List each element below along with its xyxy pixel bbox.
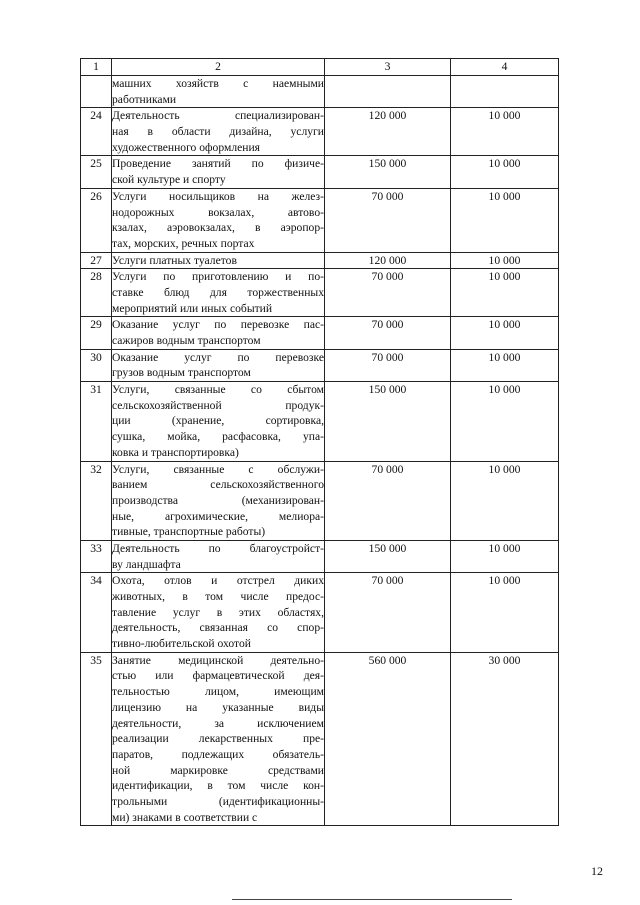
- value-col-4: 10 000: [451, 461, 559, 540]
- value-col-4: 10 000: [451, 349, 559, 381]
- row-number: 25: [81, 156, 112, 188]
- description-line: Услуги платных туалетов: [112, 253, 237, 267]
- description-line: ванием сельскохозяйственного: [112, 478, 324, 492]
- table-row: [81, 156, 559, 188]
- description-line: нодорожных вокзалах, автово-: [112, 205, 324, 219]
- description-line: Деятельность специализирован-: [112, 109, 324, 123]
- description-line: сельскохозяйственной продук-: [112, 398, 324, 412]
- description-line: художественного оформления: [112, 140, 260, 154]
- description-line: мероприятий или иных событий: [112, 301, 273, 315]
- header-row: [81, 59, 559, 76]
- value-col-3: 120 000: [325, 108, 451, 156]
- value-col-3: 70 000: [325, 349, 451, 381]
- activity-description: [112, 108, 325, 156]
- activity-description: [112, 76, 325, 108]
- value-col-4: 30 000: [451, 652, 559, 826]
- description-line: ной маркировке средствами: [112, 763, 324, 777]
- table-row: [81, 382, 559, 461]
- description-line: производства (механизирован-: [112, 493, 324, 507]
- activity-description: [112, 540, 325, 572]
- description-line: Деятельность по благоустройст-: [112, 541, 324, 555]
- row-number: 32: [81, 461, 112, 540]
- value-col-4: 10 000: [451, 540, 559, 572]
- value-col-4: 10 000: [451, 108, 559, 156]
- header-col-3: 3: [325, 59, 451, 76]
- value-col-4: 10 000: [451, 382, 559, 461]
- activity-description: [112, 573, 325, 652]
- description-line: кзалах, аэровокзалах, в аэропор-: [112, 221, 324, 235]
- value-col-3: 120 000: [325, 252, 451, 269]
- value-col-4: 10 000: [451, 317, 559, 349]
- table-body: [81, 76, 559, 826]
- row-number: 29: [81, 317, 112, 349]
- description-line: тельностью лицом, имеющим: [112, 685, 324, 699]
- description-line: машних хозяйств с наемными: [112, 77, 324, 90]
- description-line: Услуги, связанные с обслужи-: [112, 462, 324, 476]
- description-line: животных, в том числе предос-: [112, 590, 324, 604]
- table-row: [81, 317, 559, 349]
- table-row: [81, 188, 559, 252]
- activity-description: [112, 156, 325, 188]
- description-line: ные, агрохимические, мелиора-: [112, 509, 324, 523]
- description-line: ная в области дизайна, услуги: [112, 125, 324, 139]
- description-line: ми) знаками в соответствии с: [112, 810, 258, 824]
- value-col-4: 10 000: [451, 573, 559, 652]
- bottom-rule: [232, 899, 512, 900]
- description-line: сушка, мойка, расфасовка, упа-: [112, 430, 324, 444]
- table-row: [81, 252, 559, 269]
- description-line: ковка и транспортировка): [112, 445, 239, 459]
- description-line: стью или фармацевтической дея-: [112, 669, 324, 683]
- value-col-3: 70 000: [325, 573, 451, 652]
- value-col-3: 150 000: [325, 156, 451, 188]
- value-col-3: 70 000: [325, 188, 451, 252]
- activity-description: [112, 349, 325, 381]
- description-line: Оказание услуг по перевозке пас-: [112, 318, 324, 332]
- description-line: ции (хранение, сортировка,: [112, 414, 324, 428]
- description-line: сажиров водным транспортом: [112, 334, 261, 348]
- description-line: деятельности, за исключением: [112, 716, 324, 730]
- activity-description: [112, 461, 325, 540]
- row-number: 28: [81, 269, 112, 317]
- row-number: 31: [81, 382, 112, 461]
- header-col-2: 2: [112, 59, 325, 76]
- table-row: [81, 573, 559, 652]
- description-line: трольными (идентификационны-: [112, 794, 324, 808]
- value-col-3: 150 000: [325, 382, 451, 461]
- row-number: 27: [81, 252, 112, 269]
- row-number: 30: [81, 349, 112, 381]
- description-line: идентификации, в том числе кон-: [112, 779, 324, 793]
- activity-description: [112, 252, 325, 269]
- description-line: лицензию на указанные виды: [112, 700, 324, 714]
- description-line: Оказание услуг по перевозке: [112, 350, 324, 364]
- description-line: тивно-любительской охотой: [112, 637, 251, 651]
- value-col-4: [451, 76, 559, 108]
- activity-description: [112, 188, 325, 252]
- value-col-4: 10 000: [451, 188, 559, 252]
- row-number: [81, 76, 112, 108]
- table-row: [81, 349, 559, 381]
- description-line: тавление услуг в этих областях,: [112, 605, 324, 619]
- description-line: Проведение занятий по физиче-: [112, 157, 324, 171]
- tariff-table: [80, 58, 559, 826]
- table-row: [81, 108, 559, 156]
- description-line: ской культуре и спорту: [112, 173, 226, 187]
- description-line: Занятие медицинской деятельно-: [112, 653, 324, 667]
- row-number: 26: [81, 188, 112, 252]
- description-line: грузов водным транспортом: [112, 366, 251, 380]
- header-col-1: 1: [81, 59, 112, 76]
- table-row: [81, 652, 559, 826]
- row-number: 35: [81, 652, 112, 826]
- description-line: Услуги носильщиков на желез-: [112, 189, 324, 203]
- activity-description: [112, 382, 325, 461]
- value-col-3: [325, 76, 451, 108]
- value-col-4: 10 000: [451, 252, 559, 269]
- description-line: деятельность, связанная со спор-: [112, 621, 324, 635]
- page-number: 12: [591, 864, 603, 878]
- description-line: тах, морских, речных портах: [112, 236, 255, 250]
- description-line: Охота, отлов и отстрел диких: [112, 574, 324, 588]
- table-row: [81, 540, 559, 572]
- table-row: [81, 461, 559, 540]
- table-row: [81, 76, 559, 108]
- row-number: 33: [81, 540, 112, 572]
- value-col-3: 70 000: [325, 269, 451, 317]
- description-line: тивные, транспортные работы): [112, 525, 266, 539]
- value-col-4: 10 000: [451, 156, 559, 188]
- activity-description: [112, 317, 325, 349]
- description-line: Услуги по приготовлению и по-: [112, 270, 324, 284]
- value-col-3: 70 000: [325, 317, 451, 349]
- description-line: Услуги, связанные со сбытом: [112, 383, 324, 397]
- table-row: [81, 269, 559, 317]
- row-number: 34: [81, 573, 112, 652]
- description-line: паратов, подлежащих обязатель-: [112, 747, 324, 761]
- description-line: ву ландшафта: [112, 557, 181, 571]
- value-col-4: 10 000: [451, 269, 559, 317]
- description-line: ставке блюд для торжественных: [112, 285, 324, 299]
- value-col-3: 150 000: [325, 540, 451, 572]
- value-col-3: 560 000: [325, 652, 451, 826]
- activity-description: [112, 652, 325, 826]
- value-col-3: 70 000: [325, 461, 451, 540]
- header-col-4: 4: [451, 59, 559, 76]
- description-line: работниками: [112, 92, 177, 106]
- row-number: 24: [81, 108, 112, 156]
- description-line: реализации лекарственных пре-: [112, 732, 324, 746]
- activity-description: [112, 269, 325, 317]
